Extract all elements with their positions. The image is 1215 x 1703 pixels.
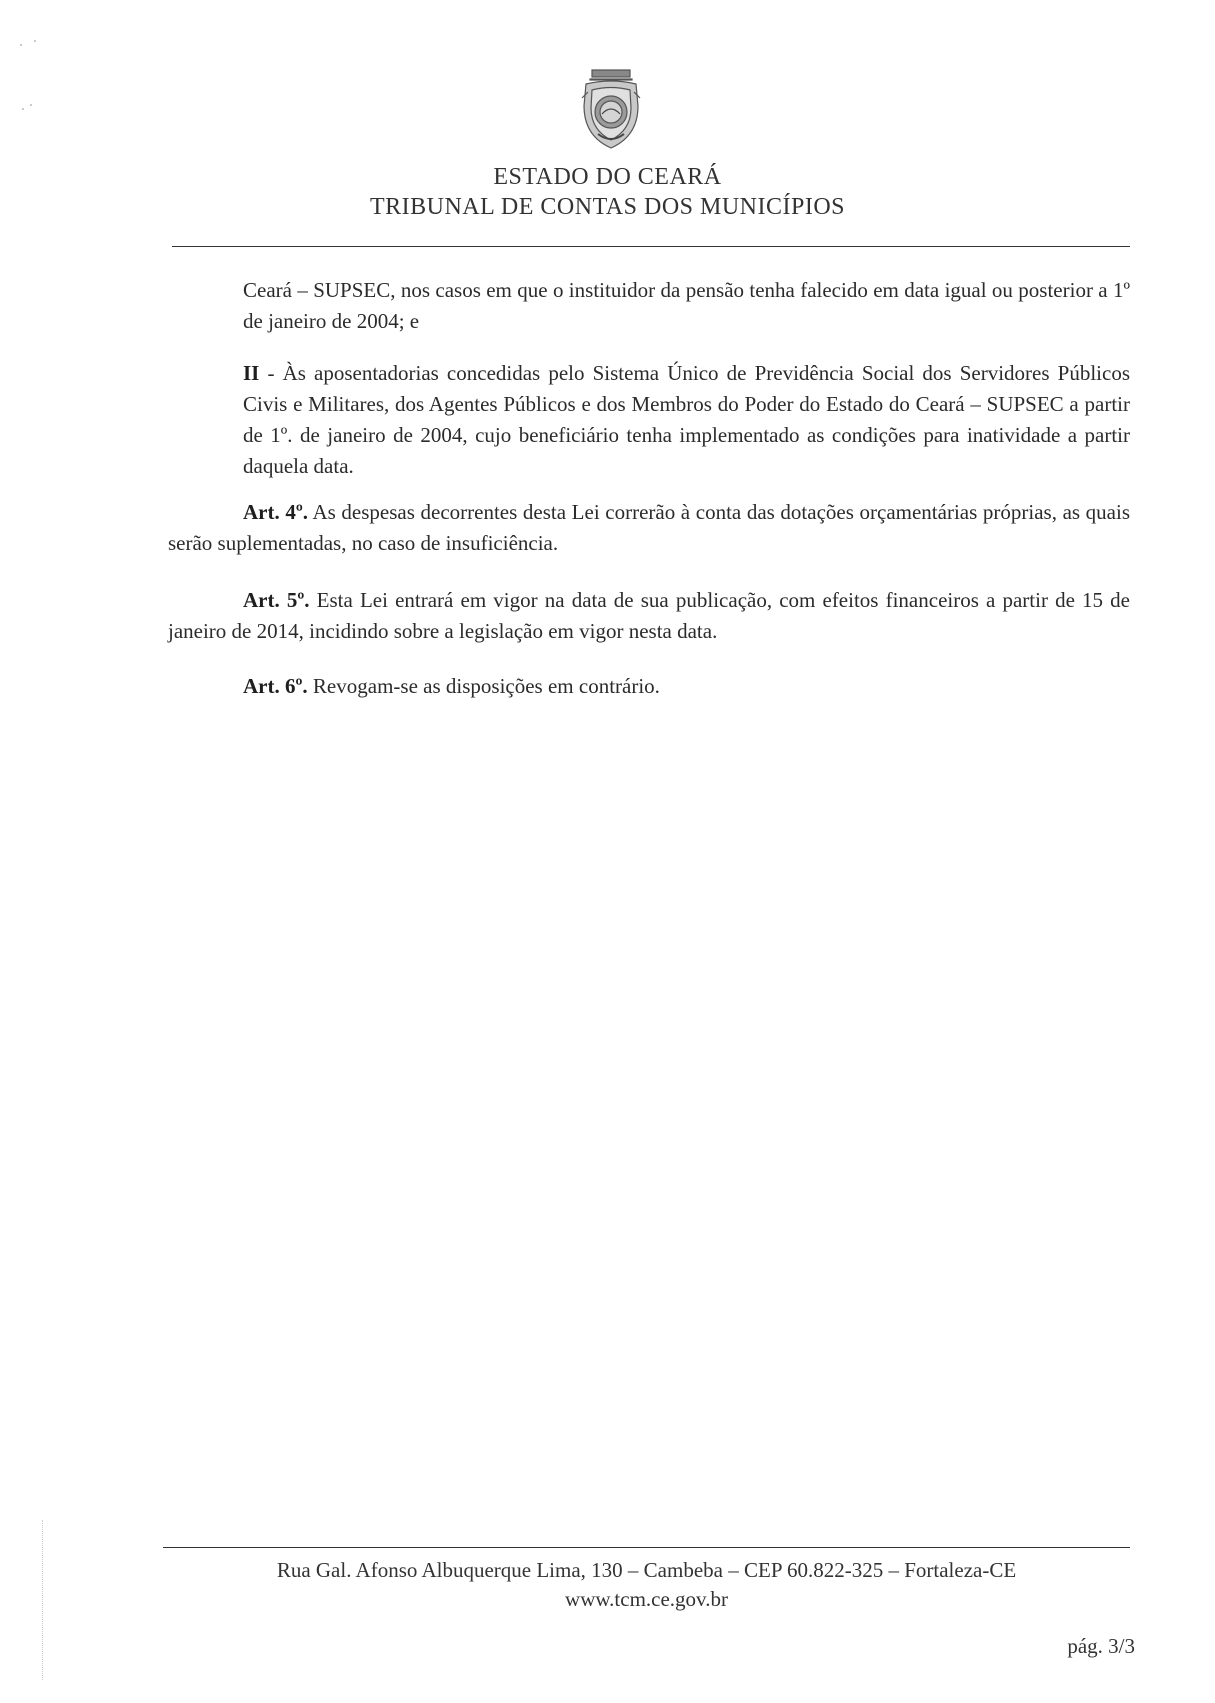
article-text: As despesas decorrentes desta Lei correrão à conta das dotações orçamentárias próprias, as quais serão suplementadas, no caso de insuficiência.: [168, 500, 1130, 555]
header-court-name: TRIBUNAL DE CONTAS DOS MUNICÍPIOS: [369, 194, 846, 220]
article-label: Art. 5º.: [243, 588, 310, 612]
footer-address: Rua Gal. Afonso Albuquerque Lima, 130 – Cambeba – CEP 60.822-325 – Fortaleza-CE: [276, 1558, 1017, 1582]
scan-speck: [34, 40, 36, 42]
article-6: [243, 671, 1130, 702]
paragraph-item-ii: [243, 358, 1130, 482]
article-text: Revogam-se as disposições em contrário.: [307, 674, 660, 698]
item-label: II: [243, 361, 260, 385]
article-label: Art. 4º.: [243, 500, 309, 524]
paragraph-continuation: Ceará – SUPSEC, nos casos em que o instituidor da pensão tenha falecido em data igual ou posterior a 1º de janeiro de 2004; e: [243, 278, 1130, 333]
seal-icon: [576, 66, 646, 152]
article-4: [168, 497, 1130, 559]
article-label: Art. 6º.: [243, 674, 308, 698]
header-state-name: ESTADO DO CEARÁ: [493, 164, 722, 190]
footer-divider: [163, 1547, 1130, 1548]
scan-speck: [30, 104, 32, 106]
article-text: Esta Lei entrará em vigor na data de sua publicação, com efeitos financeiros a partir de 15 de janeiro de 2014, incidindo sobre a legislação em vigor nesta data.: [168, 588, 1130, 643]
scan-margin-dots: [42, 1520, 43, 1680]
scan-speck: [20, 44, 22, 46]
header-divider: [172, 246, 1130, 247]
article-5: [168, 585, 1130, 647]
page-number: pág. 3/3: [1067, 1634, 1135, 1658]
item-text: - Às aposentadorias concedidas pelo Sistema Único de Previdência Social dos Servidores Públicos Civis e Militares, dos Agentes Públicos e dos Membros do Poder do Estado do Ceará – SUPSEC a partir de 1º. de janeiro de 2004, cujo beneficiário tenha implementado as condições para inatividade a partir daquela data.: [243, 361, 1130, 478]
scan-speck: [22, 108, 24, 110]
footer-website: www.tcm.ce.gov.br: [565, 1587, 728, 1611]
